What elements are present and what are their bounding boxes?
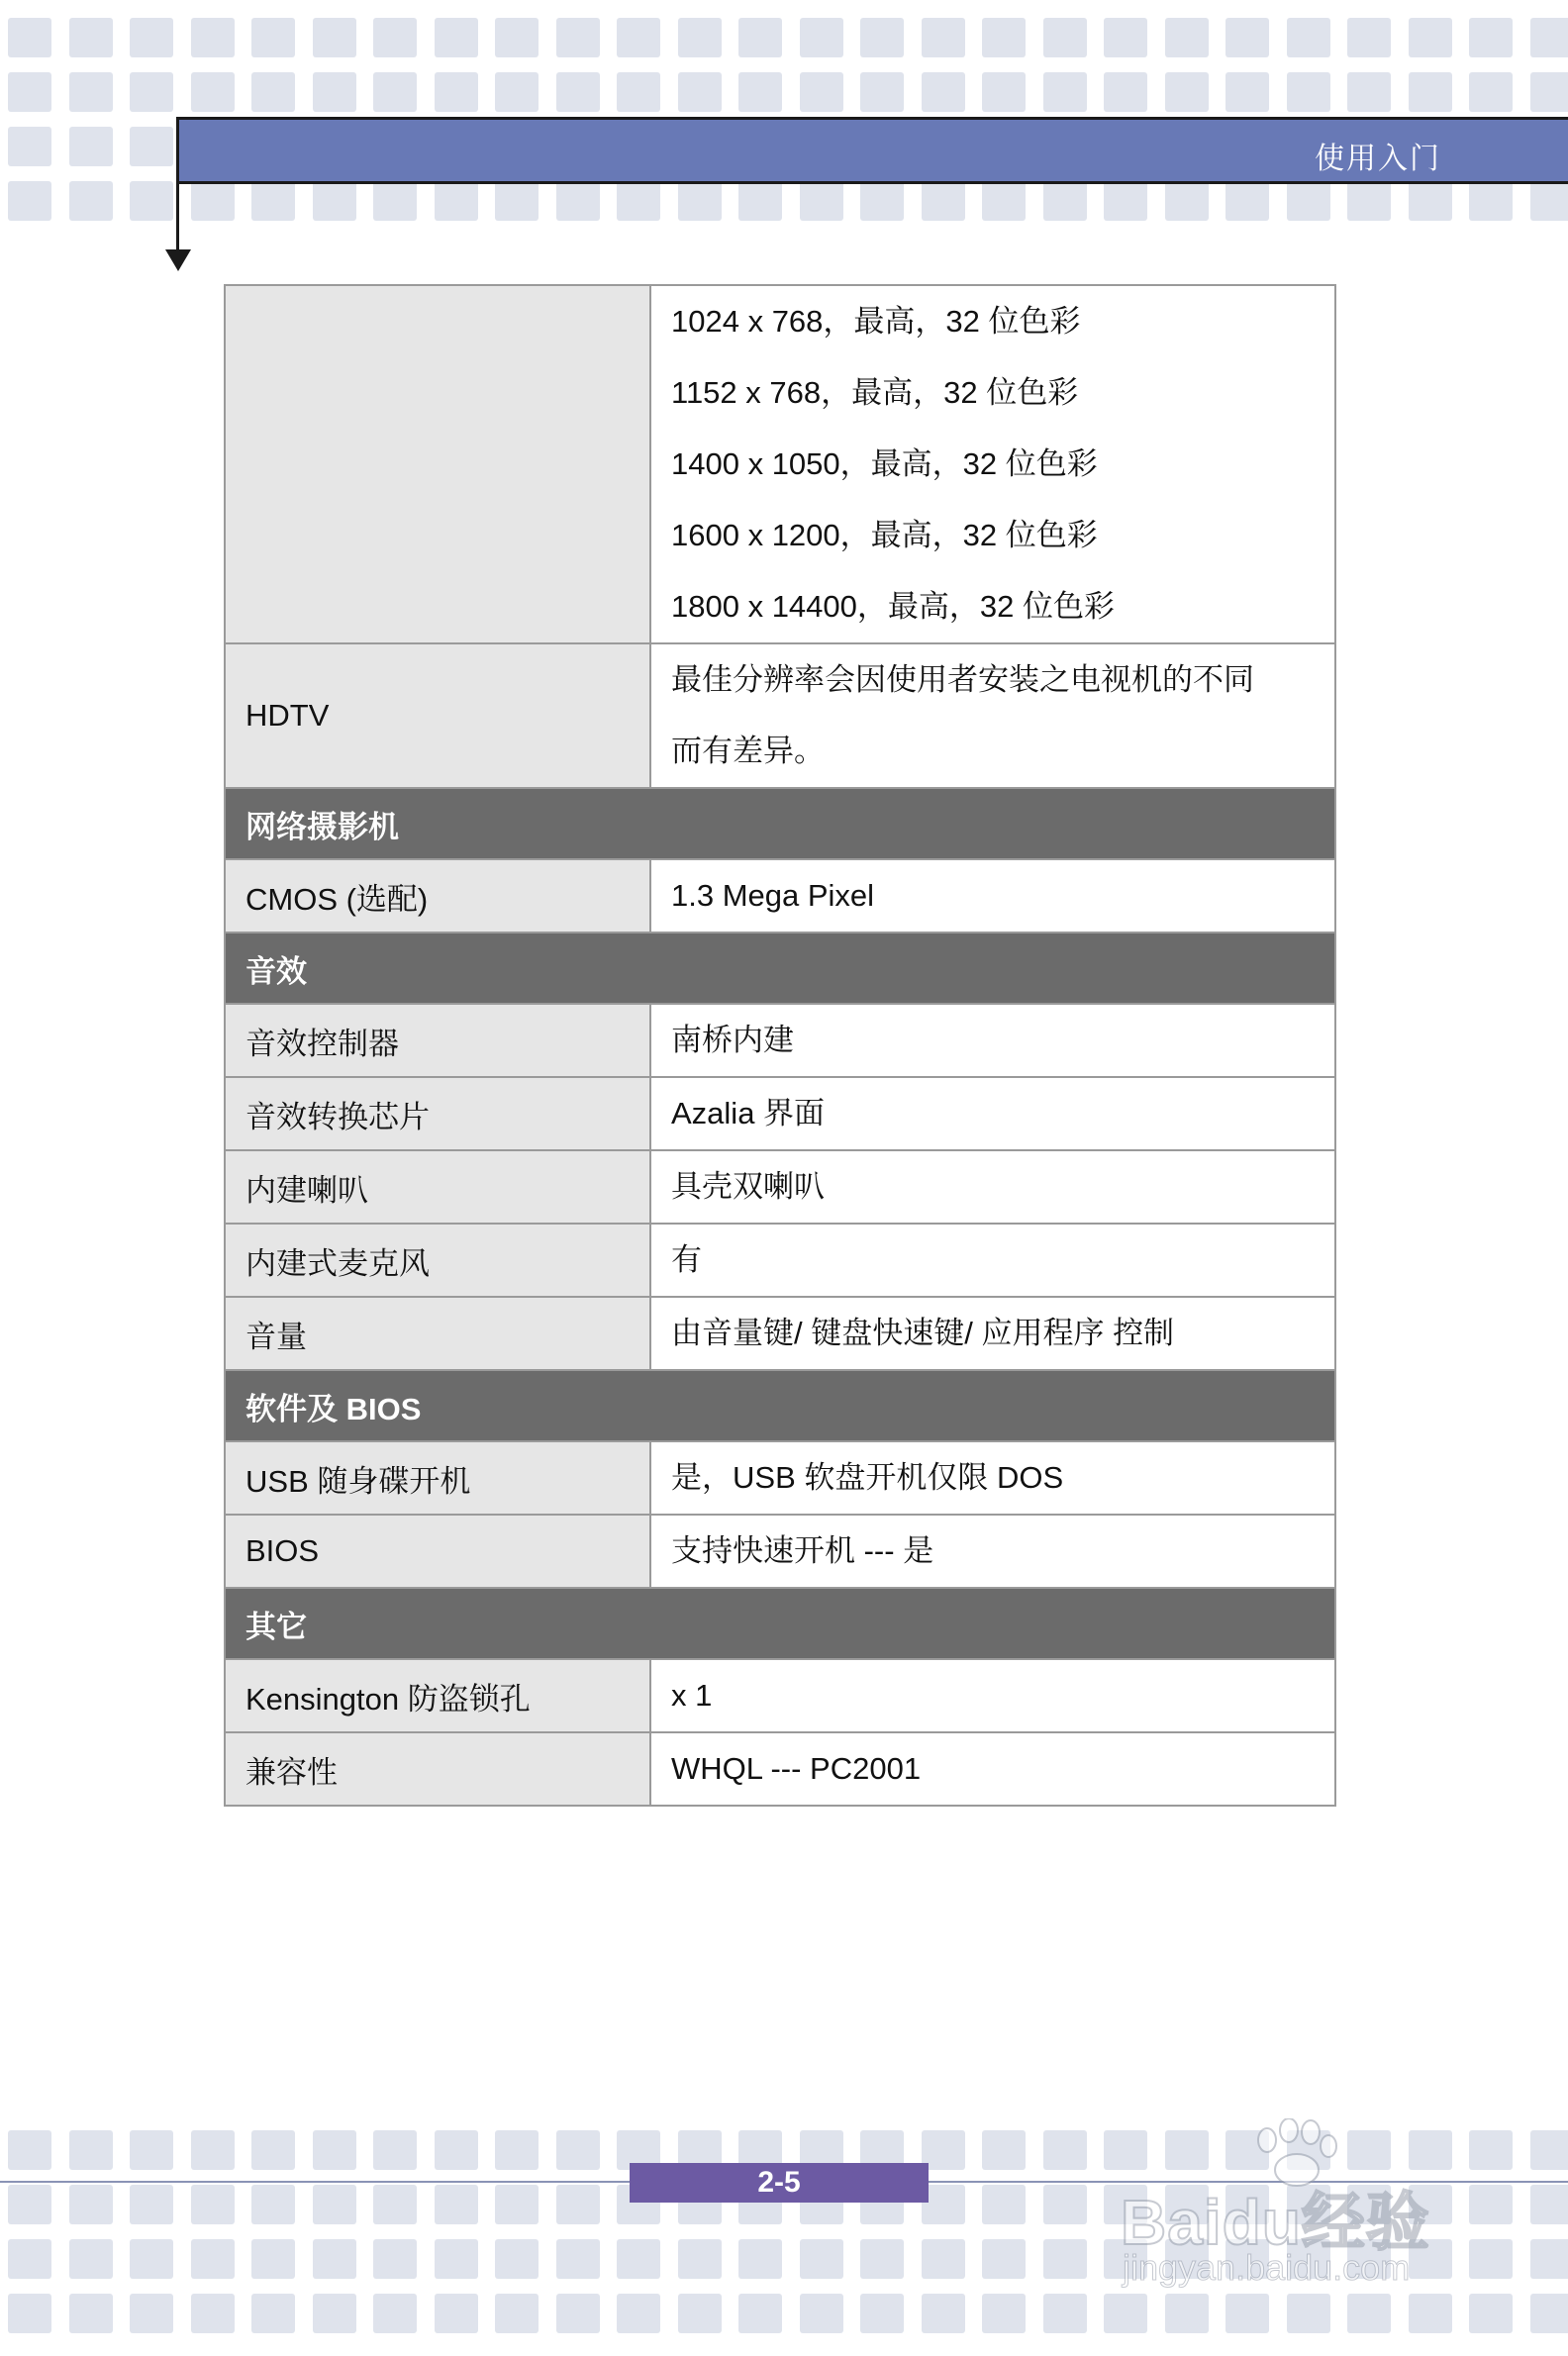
- value-line: 1400 x 1050，最高，32 位色彩: [671, 446, 1098, 481]
- decor-tile: [922, 72, 965, 112]
- decor-tile: [556, 72, 600, 112]
- watermark-brand: Baidu经验: [1121, 2187, 1430, 2258]
- row-value: [650, 1224, 1335, 1297]
- decor-tile: [556, 18, 600, 57]
- decor-tile: [1469, 181, 1513, 221]
- decor-tile: [1104, 2294, 1147, 2333]
- decor-tile: [1165, 72, 1209, 112]
- arrow-line: [176, 117, 179, 255]
- decor-tile: [556, 2239, 600, 2279]
- value-line: 而有差异。: [671, 734, 825, 768]
- decor-tile: [313, 2239, 356, 2279]
- decor-tile: [1469, 2294, 1513, 2333]
- row-value: [650, 1150, 1335, 1224]
- page-number: 2-5: [630, 2163, 929, 2203]
- decor-tile: [678, 181, 722, 221]
- value-line: x 1: [671, 1678, 713, 1713]
- decor-tile: [738, 181, 782, 221]
- decor-tile: [1104, 72, 1147, 112]
- decor-tile: [69, 72, 113, 112]
- row-label: USB 随身碟开机: [225, 1441, 650, 1515]
- decor-tile: [1530, 181, 1568, 221]
- value-line: 1600 x 1200，最高，32 位色彩: [671, 518, 1098, 552]
- table-row: [225, 285, 1335, 643]
- decor-tile: [313, 72, 356, 112]
- decor-tile: [1347, 2294, 1391, 2333]
- value-line: 有: [671, 1242, 702, 1277]
- decor-tile: [1347, 72, 1391, 112]
- decor-tile: [251, 18, 295, 57]
- decor-tile: [800, 181, 843, 221]
- value-line: 1152 x 768，最高，32 位色彩: [671, 375, 1079, 410]
- watermark-url: jingyan.baidu.com: [1123, 2247, 1411, 2288]
- decor-tile: [678, 72, 722, 112]
- decor-tile: [982, 2130, 1026, 2170]
- section-header-label: 网络摄影机: [225, 788, 1335, 859]
- decor-tile: [373, 2239, 417, 2279]
- row-value: [650, 1004, 1335, 1077]
- decor-tile: [1043, 2130, 1087, 2170]
- decor-tile: [8, 127, 51, 166]
- decor-tile: [1469, 18, 1513, 57]
- decor-tile: [982, 2185, 1026, 2224]
- table-row: [225, 1441, 1335, 1515]
- decor-tile: [8, 2130, 51, 2170]
- decor-tile: [1104, 18, 1147, 57]
- decor-tile: [1287, 181, 1330, 221]
- row-value: [650, 1077, 1335, 1150]
- decor-tile: [191, 2130, 235, 2170]
- decor-tile: [1469, 72, 1513, 112]
- header-bar: [176, 117, 1568, 184]
- decor-tile: [556, 181, 600, 221]
- decor-tile: [130, 127, 173, 166]
- row-label: Kensington 防盗锁孔: [225, 1659, 650, 1732]
- value-line: 具壳双喇叭: [671, 1169, 825, 1204]
- decor-tile: [1225, 18, 1269, 57]
- decor-tile: [738, 72, 782, 112]
- decor-tile: [982, 18, 1026, 57]
- section-header: [225, 1370, 1335, 1441]
- decor-tile: [860, 72, 904, 112]
- decor-tile: [860, 18, 904, 57]
- decor-tile: [1043, 2239, 1087, 2279]
- decor-tile: [373, 72, 417, 112]
- decor-tile: [8, 2239, 51, 2279]
- row-label: 音效控制器: [225, 1004, 650, 1077]
- decor-tile: [8, 2294, 51, 2333]
- decor-tile: [1043, 181, 1087, 221]
- decor-tile: [435, 72, 478, 112]
- decor-tile: [1409, 72, 1452, 112]
- decor-tile: [1287, 18, 1330, 57]
- decor-tile: [1409, 18, 1452, 57]
- decor-tile: [495, 18, 539, 57]
- decor-tile: [678, 2294, 722, 2333]
- decor-tile: [495, 2294, 539, 2333]
- decor-tile: [373, 2130, 417, 2170]
- decor-tile: [373, 2294, 417, 2333]
- decor-tile: [617, 72, 660, 112]
- row-label: [225, 643, 650, 788]
- decor-tile: [617, 181, 660, 221]
- decor-tile: [130, 18, 173, 57]
- decor-tile: [191, 18, 235, 57]
- decor-tile: [1409, 2294, 1452, 2333]
- decor-tile: [800, 18, 843, 57]
- decor-tile: [251, 72, 295, 112]
- decor-tile: [251, 181, 295, 221]
- decor-tile: [800, 72, 843, 112]
- decor-tile: [8, 18, 51, 57]
- decor-tile: [1225, 181, 1269, 221]
- decor-tile: [69, 127, 113, 166]
- decor-tile: [678, 2239, 722, 2279]
- row-value: [650, 1297, 1335, 1370]
- table-row: [225, 1515, 1335, 1588]
- table-row: [225, 1732, 1335, 1806]
- row-value: [650, 859, 1335, 933]
- decor-tile: [495, 2239, 539, 2279]
- decor-tile: [860, 2294, 904, 2333]
- decor-tile: [251, 2294, 295, 2333]
- decor-tile: [738, 2239, 782, 2279]
- row-label: 内建喇叭: [225, 1150, 650, 1224]
- decor-tile: [1530, 2239, 1568, 2279]
- decor-tile: [495, 2130, 539, 2170]
- decor-tile: [1165, 2294, 1209, 2333]
- decor-tile: [922, 181, 965, 221]
- decor-tile: [1287, 2294, 1330, 2333]
- decor-tile: [191, 181, 235, 221]
- table-row: [225, 643, 1335, 788]
- decor-tile: [435, 18, 478, 57]
- table-row: [225, 859, 1335, 933]
- decor-tile: [69, 2130, 113, 2170]
- decor-tile: [435, 2239, 478, 2279]
- value-line: 1024 x 768，最高，32 位色彩: [671, 304, 1081, 339]
- value-line: 支持快速开机 --- 是: [671, 1533, 934, 1568]
- decor-tile: [313, 2294, 356, 2333]
- decor-tile: [982, 72, 1026, 112]
- decor-tile: [922, 2294, 965, 2333]
- decor-tile: [1043, 18, 1087, 57]
- section-header: [225, 933, 1335, 1004]
- decor-tile: [1530, 2185, 1568, 2224]
- decor-tile: [495, 2185, 539, 2224]
- value-line: 由音量键/ 键盘快速键/ 应用程序 控制: [671, 1316, 1175, 1350]
- decor-tile: [1409, 181, 1452, 221]
- value-line: Azalia 界面: [671, 1096, 826, 1130]
- decor-tile: [69, 18, 113, 57]
- decor-tile: [678, 18, 722, 57]
- row-value: [650, 1732, 1335, 1806]
- decor-tile: [251, 2239, 295, 2279]
- decor-tile: [251, 2185, 295, 2224]
- decor-tile: [1530, 72, 1568, 112]
- table-row: [225, 1150, 1335, 1224]
- decor-tile: [130, 2130, 173, 2170]
- section-header: [225, 1588, 1335, 1659]
- decor-tile: [191, 2185, 235, 2224]
- decor-tile: [800, 2239, 843, 2279]
- decor-tile: [495, 72, 539, 112]
- section-header-label: 其它: [225, 1588, 1335, 1659]
- decor-tile: [191, 2294, 235, 2333]
- section-title: 使用入门: [1315, 142, 1441, 176]
- value-line: WHQL --- PC2001: [671, 1751, 922, 1786]
- row-label: BIOS: [225, 1515, 650, 1588]
- decor-tile: [435, 2130, 478, 2170]
- decor-tile: [860, 2239, 904, 2279]
- decor-tile: [1104, 181, 1147, 221]
- decor-tile: [313, 181, 356, 221]
- arrow-down-icon: [165, 249, 191, 271]
- decor-tile: [313, 2185, 356, 2224]
- decor-tile: [1347, 181, 1391, 221]
- table-row: [225, 1224, 1335, 1297]
- table-row: [225, 1004, 1335, 1077]
- decor-tile: [1347, 18, 1391, 57]
- row-value: [650, 285, 1335, 643]
- decor-tile: [982, 181, 1026, 221]
- row-label: 兼容性: [225, 1732, 650, 1806]
- decor-tile: [130, 72, 173, 112]
- row-value: [650, 1515, 1335, 1588]
- watermark: [1109, 2118, 1485, 2297]
- decor-tile: [860, 181, 904, 221]
- decor-tile: [922, 2239, 965, 2279]
- table-row: [225, 1659, 1335, 1732]
- decor-tile: [435, 181, 478, 221]
- decor-tile: [556, 2294, 600, 2333]
- decor-tile: [130, 2185, 173, 2224]
- decor-tile: [1225, 72, 1269, 112]
- value-line: 是，USB 软盘开机仅限 DOS: [671, 1460, 1064, 1495]
- decor-tile: [435, 2185, 478, 2224]
- value-line: 最佳分辨率会因使用者安装之电视机的不同: [671, 662, 1254, 697]
- label-line: HDTV: [245, 698, 330, 733]
- decor-tile: [130, 181, 173, 221]
- section-header-label: 音效: [225, 933, 1335, 1004]
- decor-tile: [373, 2185, 417, 2224]
- decor-tile: [738, 18, 782, 57]
- decor-tile: [8, 2185, 51, 2224]
- row-label: 内建式麦克风: [225, 1224, 650, 1297]
- decor-tile: [617, 18, 660, 57]
- decor-tile: [313, 18, 356, 57]
- decor-tile: [373, 181, 417, 221]
- decor-tile: [69, 181, 113, 221]
- decor-tile: [1287, 72, 1330, 112]
- decor-tile: [495, 181, 539, 221]
- decor-tile: [130, 2239, 173, 2279]
- decor-tile: [373, 18, 417, 57]
- decor-tile: [69, 2239, 113, 2279]
- decor-tile: [982, 2239, 1026, 2279]
- row-value: [650, 1659, 1335, 1732]
- decor-tile: [1043, 2294, 1087, 2333]
- table-row: [225, 1297, 1335, 1370]
- decor-tile: [800, 2294, 843, 2333]
- row-value: [650, 1441, 1335, 1515]
- decor-tile: [1165, 18, 1209, 57]
- decor-tile: [435, 2294, 478, 2333]
- decor-tile: [130, 2294, 173, 2333]
- decor-tile: [251, 2130, 295, 2170]
- decor-tile: [1165, 181, 1209, 221]
- row-label: [225, 285, 650, 643]
- section-header: [225, 788, 1335, 859]
- table-row: [225, 1077, 1335, 1150]
- spec-table: [224, 284, 1336, 1807]
- row-label: 音效转换芯片: [225, 1077, 650, 1150]
- value-line: 1800 x 14400，最高，32 位色彩: [671, 589, 1115, 624]
- decor-tile: [191, 72, 235, 112]
- decor-tile: [617, 2239, 660, 2279]
- decor-tile: [922, 18, 965, 57]
- row-value: [650, 643, 1335, 788]
- decor-tile: [313, 2130, 356, 2170]
- decor-tile: [1530, 2294, 1568, 2333]
- value-line: 南桥内建: [671, 1023, 794, 1057]
- decor-tile: [556, 2185, 600, 2224]
- value-line: 1.3 Mega Pixel: [671, 878, 875, 913]
- section-header-label: 软件及 BIOS: [225, 1370, 1335, 1441]
- decor-tile: [617, 2294, 660, 2333]
- decor-tile: [738, 2294, 782, 2333]
- decor-tile: [1530, 18, 1568, 57]
- decor-tile: [982, 2294, 1026, 2333]
- row-label: 音量: [225, 1297, 650, 1370]
- decor-tile: [8, 181, 51, 221]
- decor-tile: [1530, 2130, 1568, 2170]
- decor-tile: [556, 2130, 600, 2170]
- row-label: CMOS (选配): [225, 859, 650, 933]
- decor-tile: [69, 2185, 113, 2224]
- decor-tile: [1225, 2294, 1269, 2333]
- decor-tile: [8, 72, 51, 112]
- decor-tile: [69, 2294, 113, 2333]
- decor-tile: [1043, 2185, 1087, 2224]
- decor-tile: [191, 2239, 235, 2279]
- decor-tile: [1043, 72, 1087, 112]
